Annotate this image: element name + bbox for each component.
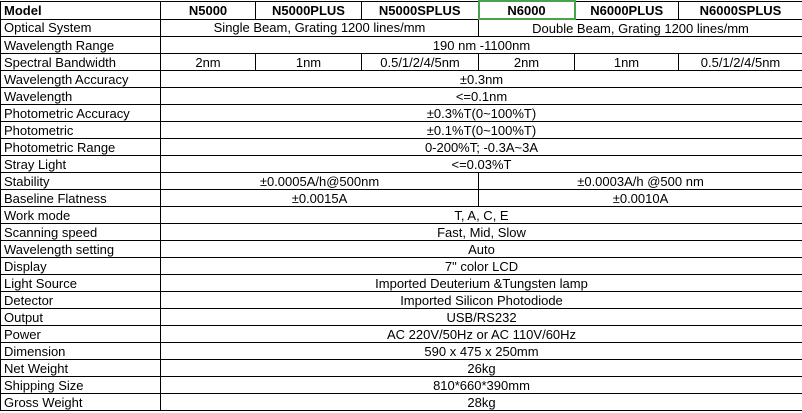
spec-label: Power	[1, 326, 161, 343]
spec-row	[1, 360, 802, 377]
header-col-n5000plus: N5000PLUS	[256, 1, 362, 19]
spec-value: USB/RS232	[161, 309, 802, 326]
spec-label: Photometric	[1, 122, 161, 139]
spec-value: AC 220V/50Hz or AC 110V/60Hz	[161, 326, 802, 343]
spec-value: Imported Silicon Photodiode	[161, 292, 802, 309]
spec-label: Wavelength setting	[1, 241, 161, 258]
spec-value: Double Beam, Grating 1200 lines/mm	[479, 19, 802, 37]
spec-value: ±0.0005A/h@500nm	[161, 173, 479, 190]
spec-label: Baseline Flatness	[1, 190, 161, 207]
spec-value: 0-200%T; -0.3A~3A	[161, 139, 802, 156]
spec-value: 0.5/1/2/4/5nm	[362, 54, 479, 71]
spec-label: Photometric Range	[1, 139, 161, 156]
spec-value: ±0.3%T(0~100%T)	[161, 105, 802, 122]
spec-value: Fast, Mid, Slow	[161, 224, 802, 241]
spec-label: Optical System	[1, 19, 161, 37]
spec-label: Output	[1, 309, 161, 326]
spec-value: ±0.0003A/h @500 nm	[479, 173, 802, 190]
spec-label: Wavelength Accuracy	[1, 71, 161, 88]
spec-value: 590 x 475 x 250mm	[161, 343, 802, 360]
header-col-n6000splus: N6000SPLUS	[679, 1, 802, 19]
spec-label: Spectral Bandwidth	[1, 54, 161, 71]
header-col-n6000: N6000	[479, 1, 575, 19]
spec-label: Wavelength Range	[1, 37, 161, 54]
spec-value: 1nm	[256, 54, 362, 71]
spec-value: ±0.0010A	[479, 190, 802, 207]
spec-row	[1, 292, 802, 309]
spec-value: Single Beam, Grating 1200 lines/mm	[161, 19, 479, 37]
spec-row	[1, 326, 802, 343]
spec-label: Photometric Accuracy	[1, 105, 161, 122]
spec-label: Wavelength	[1, 88, 161, 105]
spec-row	[1, 394, 802, 411]
spec-value: <=0.03%T	[161, 156, 802, 173]
header-col-n5000: N5000	[161, 1, 256, 19]
spec-label: Work mode	[1, 207, 161, 224]
spec-label: Net Weight	[1, 360, 161, 377]
spec-row	[1, 241, 802, 258]
spec-row	[1, 156, 802, 173]
spec-label: Detector	[1, 292, 161, 309]
spec-row	[1, 224, 802, 241]
spec-label: Shipping Size	[1, 377, 161, 394]
spec-label: Stray Light	[1, 156, 161, 173]
spec-value: ±0.1%T(0~100%T)	[161, 122, 802, 139]
spec-label: Scanning speed	[1, 224, 161, 241]
spec-value: Imported Deuterium &Tungsten lamp	[161, 275, 802, 292]
spec-row	[1, 54, 802, 71]
spec-label: Gross Weight	[1, 394, 161, 411]
header-model: Model	[1, 1, 161, 19]
spec-row	[1, 343, 802, 360]
spec-row	[1, 190, 802, 207]
spec-label: Dimension	[1, 343, 161, 360]
spec-value: ±0.0015A	[161, 190, 479, 207]
spec-value: 810*660*390mm	[161, 377, 802, 394]
spec-row	[1, 71, 802, 88]
spec-table-body	[1, 1, 802, 411]
spec-value: 2nm	[161, 54, 256, 71]
spec-value: T, A, C, E	[161, 207, 802, 224]
spec-value: 2nm	[479, 54, 575, 71]
spec-value: 26kg	[161, 360, 802, 377]
spec-value: 7" color LCD	[161, 258, 802, 275]
spec-row	[1, 258, 802, 275]
header-col-n5000splus: N5000SPLUS	[362, 1, 479, 19]
spec-row	[1, 122, 802, 139]
spec-row	[1, 173, 802, 190]
spec-row	[1, 88, 802, 105]
spec-row	[1, 207, 802, 224]
spec-row	[1, 37, 802, 54]
spec-label: Display	[1, 258, 161, 275]
spec-row	[1, 19, 802, 37]
spec-row	[1, 139, 802, 156]
header-row	[1, 1, 802, 19]
spec-row	[1, 105, 802, 122]
spec-value: Auto	[161, 241, 802, 258]
spec-row	[1, 275, 802, 292]
spec-label: Light Source	[1, 275, 161, 292]
spec-value: <=0.1nm	[161, 88, 802, 105]
spec-value: 1nm	[575, 54, 679, 71]
spec-value: 0.5/1/2/4/5nm	[679, 54, 802, 71]
spec-value: 28kg	[161, 394, 802, 411]
spec-value: ±0.3nm	[161, 71, 802, 88]
header-col-n6000plus: N6000PLUS	[575, 1, 679, 19]
spec-label: Stability	[1, 173, 161, 190]
spec-row	[1, 309, 802, 326]
spec-value: 190 nm -1100nm	[161, 37, 802, 54]
spec-row	[1, 377, 802, 394]
